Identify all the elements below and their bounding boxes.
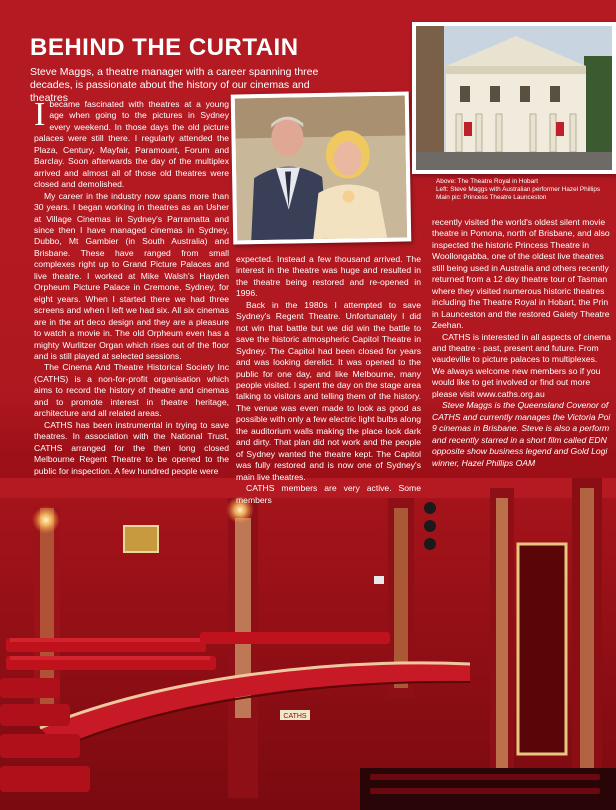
drop-cap: I bbox=[34, 96, 46, 133]
article-paragraph: CATHS members are very active. Some members bbox=[236, 483, 421, 505]
author-bio: Steve Maggs is the Queensland Covenor of CATHS and currently manages the Victoria Poi 9 cinemas in Brisbane. Steve is also a perform and recently starred in a short film called EDN opposite show business legend and Gold Logi winner, Hazel Phillips OAM bbox=[432, 400, 611, 468]
caption-line: Left: Steve Maggs with Australian performer Hazel Phillips bbox=[436, 186, 601, 193]
caption-line: Above: The Theatre Royal in Hobart bbox=[436, 178, 539, 185]
theatre-interior-icon bbox=[0, 478, 616, 810]
article-paragraph: recently visited the world's oldest silent movie theatre in Pomona, north of Brisbane, and also inspected the historic Princess Theatre in Woollongabba, one of the oldest live theatres still being used in Australia and others recently returned from a 12 day theatre tour of Tasman where they visited numerous historic theatres including the Theatre Royal in Hobart, the Prin in Launceston and the restored Gaiety Theatre Zeehan. bbox=[432, 217, 610, 331]
paragraph-text: became fascinated with theatres at a young age when going to the pictures in Sydney every weekend. In those days the old picture palaces were still there. I regularly attended the Plaza, Century, Mayfair, Paramount, Forum and Barclay. Soon afterwards the day of the multiplex arrived and almost all of those old theatres were closed and demolished. bbox=[34, 99, 229, 190]
portrait-photo bbox=[231, 91, 412, 244]
article-column-1 bbox=[34, 96, 229, 477]
article-paragraph: CATHS is interested in all aspects of cinema and theatre - past, present and future. From vaudeville to picture palaces to multiplexes. We always welcome new members so if you would like to get involved or find out more please visit www.caths.org.au bbox=[432, 331, 611, 399]
people-portrait-icon bbox=[235, 96, 407, 241]
article-column-2 bbox=[236, 254, 421, 506]
caths-sign: CATHS bbox=[283, 713, 307, 720]
article-paragraph bbox=[34, 96, 229, 191]
photo-caption bbox=[436, 178, 614, 202]
theatre-building-icon bbox=[416, 26, 612, 170]
article-paragraph: My career in the industry now spans more than 30 years. I began working in theatres as an Usher at Village Cinemas in Sydney's Parramatta and since then I have managed cinemas in Sydney, Dubbo, Mt Gambier (in South Australia) and Brisbane. These have ranged from small complexes right up to Grand Picture Palaces and live theatre. I worked at Mike Walsh's Hayden Orpheum Picture Palace in Cremone, Sydney, for eight years. When I started there we had three screens and when I left we had six. All six cinemas are in the art deco design and they are a pleasure to watch a movie in. The old Orpheum even has a mighty Wurlitzer Organ which rises out of the floor and is still played at selected sessions. bbox=[34, 190, 229, 361]
article-column-3 bbox=[432, 217, 612, 469]
theatre-interior-photo bbox=[0, 478, 616, 810]
article-paragraph: expected. Instead a few thousand arrived. The interest in the theatre was huge and resulted in the theatre being restored and re-opened in 1996. bbox=[236, 254, 421, 299]
caption-line: Main pic: Princess Theatre Launceston bbox=[436, 194, 547, 201]
article-paragraph: The Cinema And Theatre Historical Society Inc (CATHS) is a non-for-profit organisation which aims to record the history of theatre and cinemas and to promote interest in theatre heritage, architecture and all related areas. bbox=[34, 362, 229, 419]
theatre-royal-photo bbox=[412, 22, 616, 174]
standfirst: Steve Maggs, a theatre manager with a career spanning three decades, is passionate about the history of our cinemas and theatres bbox=[30, 66, 319, 104]
article-paragraph: CATHS has been instrumental in trying to save theatres. In association with the National Trust, CATHS arranged for the then long closed Melbourne Regent Theatre to be opened to the public for inspection. A few hundred people were bbox=[34, 419, 229, 476]
article-paragraph: Back in the 1980s I attempted to save Sydney's Regent Theatre. Unfortunately I did not win that battle but we did win the battle to save the historic atmospheric Capitol Theatre in Sydney. The Capitol had been closed for years and was looking derelict. It was opened to the public for one day, and like Melbourne, many people visited. I spent the day on the stage area talking to visitors and telling them of the history. The venue was even made to look as good as possible with only a few electric light bulbs along the auditorium walls making the place look dark and dirty. That plan did not work and the people of Sydney wanted the theatre kept. The Capitol was fully restored and is now one of Sydney's main live theatres. bbox=[236, 299, 421, 482]
page-title: BEHIND THE CURTAIN bbox=[30, 34, 299, 61]
